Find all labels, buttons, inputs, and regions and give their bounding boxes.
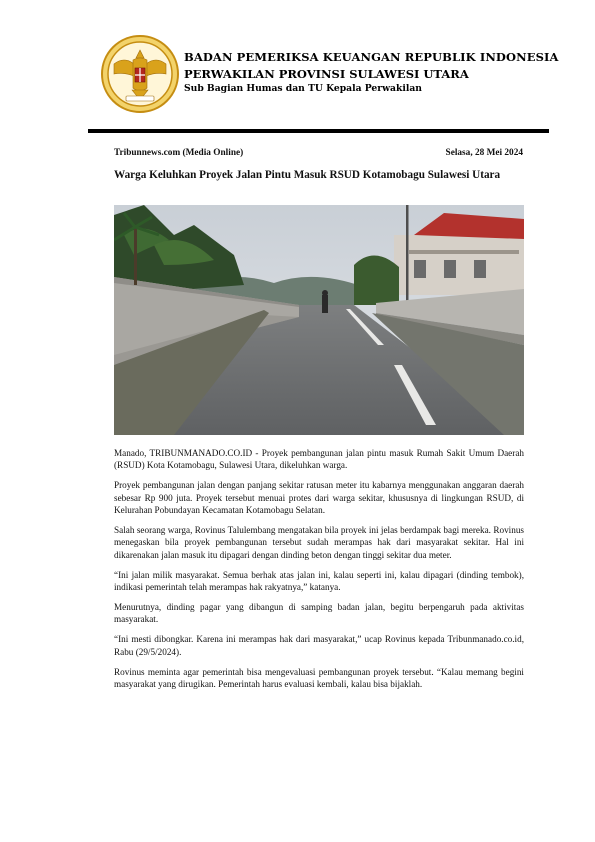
paragraph: “Ini mesti dibongkar. Karena ini merampas hak dari masyarakat,” ucap Rovinus kepada Tribunmanado.co.id, Rabu (29/5/2024). <box>114 634 524 657</box>
paragraph: Salah seorang warga, Rovinus Talulembang mengatakan bila proyek ini jelas berdampak bagi mereka. Rovinus menegaskan bila proyek pembangunan tersebut sudah merampas hak dari masyarakat sekitar. Hal ini dikarenakan jalan masuk itu dipagari dengan dinding beton dengan tinggi sekitar dua meter. <box>114 525 524 560</box>
paragraph: “Ini jalan milik masyarakat. Semua berhak atas jalan ini, kalau seperti ini, kalau dipagari (dinding tembok), indikasi pemerintah telah merampas hak rakyatnya,” katanya. <box>114 569 524 593</box>
paragraph: Menurutnya, dinding pagar yang dibangun di samping badan jalan, begitu berpengaruh pada aktivitas masyarakat. <box>114 602 524 625</box>
paragraph: Proyek pembangunan jalan dengan panjang sekitar ratusan meter itu kabarnya menggunakan anggaran daerah sebesar Rp 900 juta. Proyek tersebut menuai protes dari warga sekitar, khususnya di lingkungan RSUD, di Kelurahan Pobundayan Kecamatan Kotamobagu Selatan. <box>114 480 524 516</box>
header-rule <box>88 129 549 133</box>
media-source: Tribunnews.com (Media Online) <box>114 148 244 158</box>
article-body <box>114 447 524 698</box>
garuda-emblem-icon <box>100 34 180 114</box>
road-photo <box>114 205 524 435</box>
org-line-1: BADAN PEMERIKSA KEUANGAN REPUBLIK INDONESIA <box>184 50 559 64</box>
org-line-2: PERWAKILAN PROVINSI SULAWESI UTARA <box>184 67 469 81</box>
paragraph: Rovinus meminta agar pemerintah bisa mengevaluasi pembangunan proyek tersebut. “Kalau memang begini masyarakat yang dirugikan. Pemerintah harus evaluasi kembali, kalau bisa bijaklah. <box>114 666 524 690</box>
org-line-3: Sub Bagian Humas dan TU Kepala Perwakilan <box>184 83 422 94</box>
publication-date: Selasa, 28 Mei 2024 <box>445 148 523 158</box>
article-title: Warga Keluhkan Proyek Jalan Pintu Masuk RSUD Kotamobagu Sulawesi Utara <box>114 169 501 181</box>
organization-name <box>184 50 559 94</box>
paragraph: Manado, TRIBUNMANADO.CO.ID - Proyek pembangunan jalan pintu masuk Rumah Sakit Umum Daerah (RSUD) Kota Kotamobagu, Sulawesi Utara, dikeluhkan warga. <box>114 448 524 471</box>
letterhead <box>100 34 559 114</box>
